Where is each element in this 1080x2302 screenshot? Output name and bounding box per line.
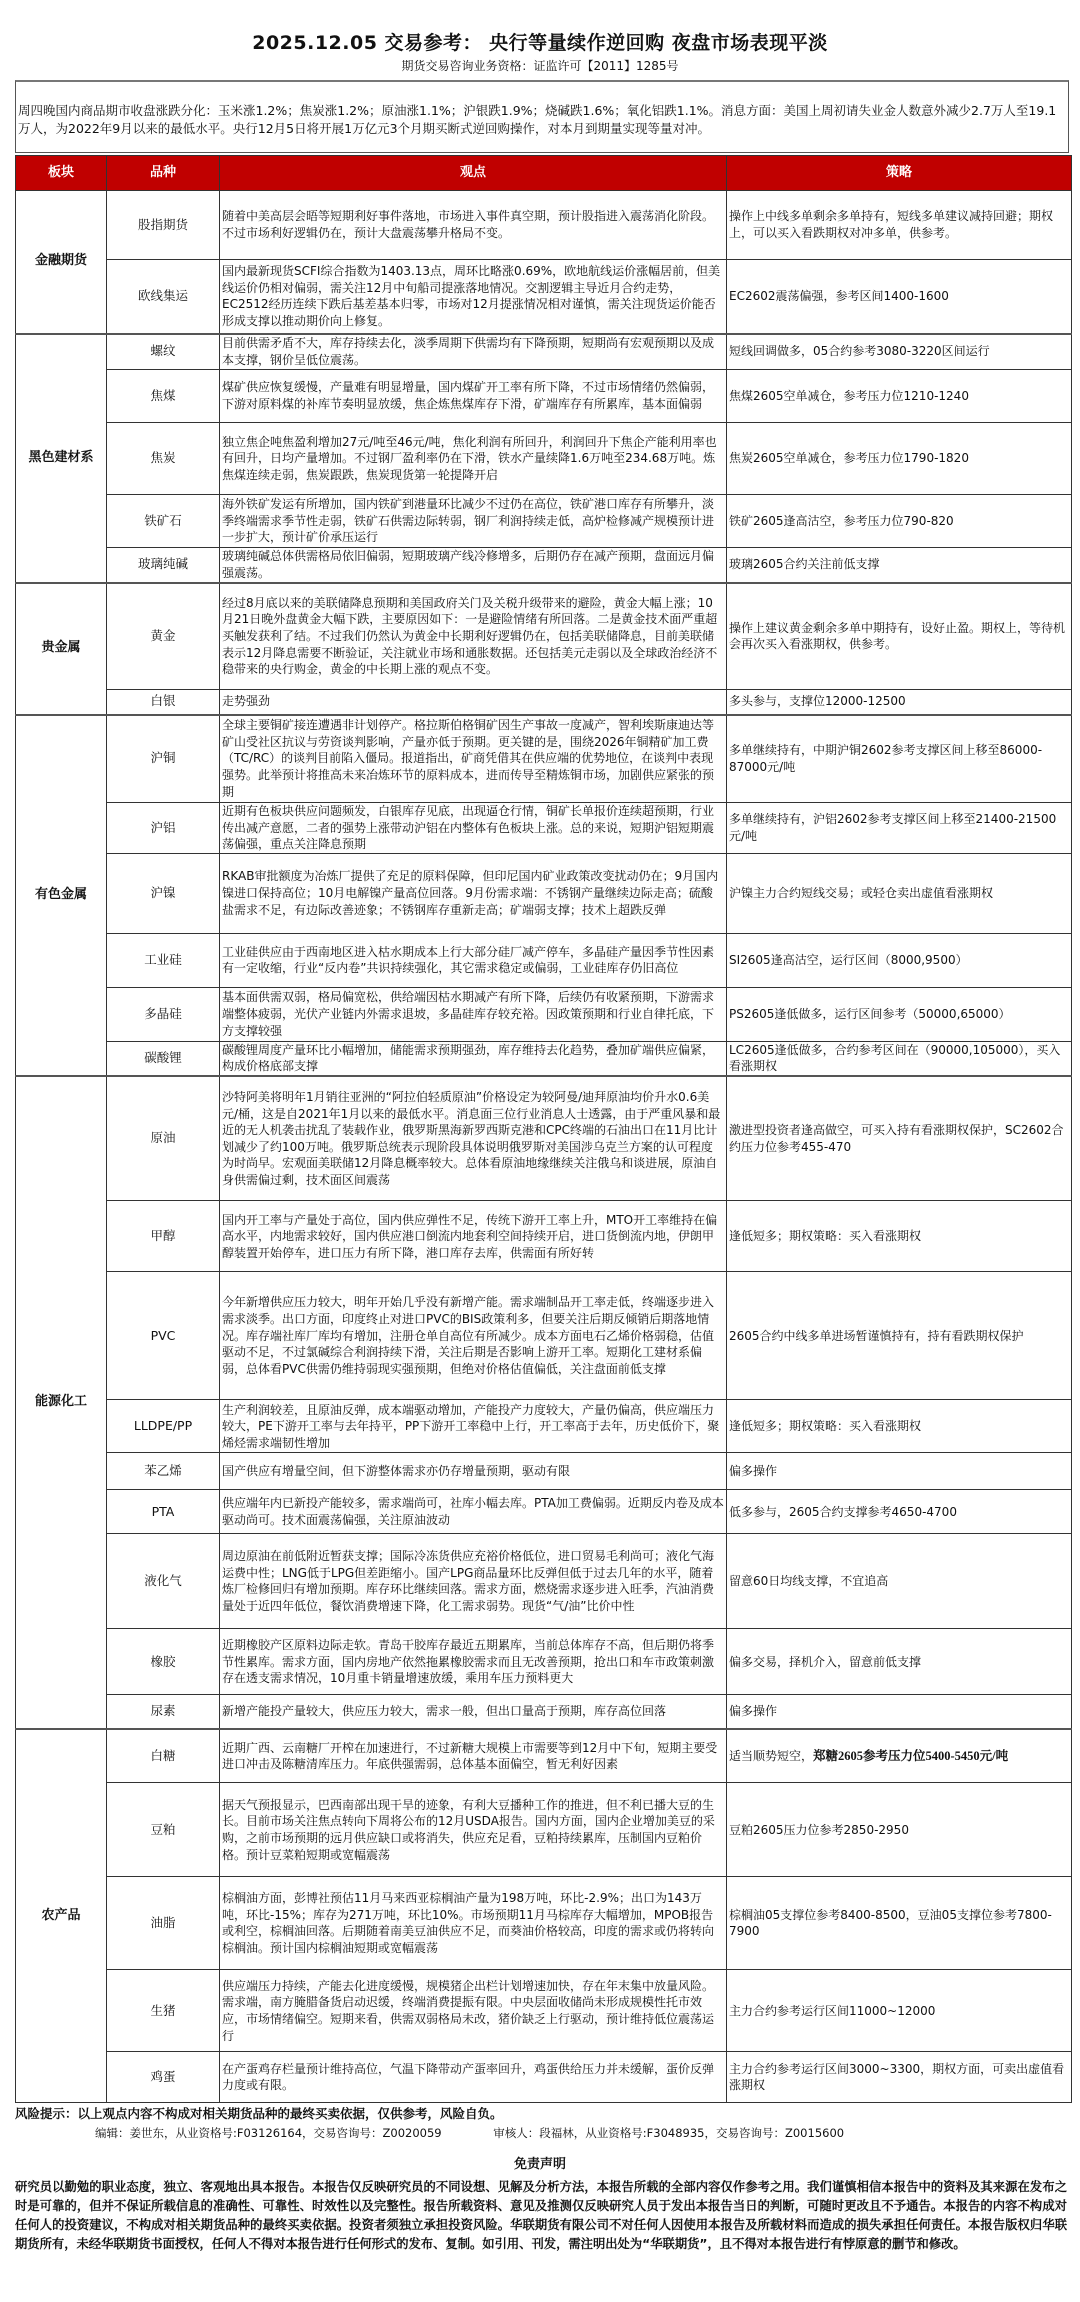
- strategy-text: 适当顺势短空，: [729, 1748, 814, 1763]
- strategy-cell: 玻璃2605合约关注前低支撑: [727, 548, 1072, 583]
- variety-cell: 白银: [107, 690, 220, 715]
- strategy-cell: 低多参与，2605合约支撑参考4650-4700: [727, 1490, 1072, 1534]
- strategy-cell: 焦炭2605空单减仓，参考压力位1790-1820: [727, 423, 1072, 495]
- disclaimer-text: 研究员以勤勉的职业态度，独立、客观地出具本报告。本报告仅反映研究员的不同设想、见解及分析方法，本报告所载的全部内容仅作参考之用。我们谨慎相信本报告中的资料及其来源在发布之时是可靠的，但并不保证所载信息的准确性、可靠性、时效性以及完整性。报告所载资料、意见及推测仅反映研究人员于发出本报告当日的判断，可随时更改且不予通告。本报告的内容不构成对任何人的投资建议，不构成对相关期货品种的最终买卖依据。投资者须独立承担投资风险。华联期货有限公司不对任何人因使用本报告及所载材料而造成的损失承担任何责任。本报告版权归华联期货所有，未经华联期货书面授权，任何人不得对本报告进行任何形式的发布、复制。如引用、刊发，需注明出处为“华联期货”，且不得对本报告进行有悖原意的删节和修改。: [15, 2180, 1067, 2251]
- strategy-cell: 操作上中线多单剩余多单持有，短线多单建议减持回避；期权上，可以买入看跌期权对冲多单，供参考。: [727, 191, 1072, 260]
- strategy-cell: 短线回调做多，05合约参考3080-3220区间运行: [727, 334, 1072, 370]
- strategy-cell: 豆粕2605压力位参考2850-2950: [727, 1783, 1072, 1877]
- table-row: [16, 1201, 1072, 1272]
- table-row: [16, 1076, 1072, 1201]
- strategy-cell: 主力合约参考运行区间3000~3300，期权方面，可卖出虚值看涨期权: [727, 2052, 1072, 2103]
- view-cell: 基本面供需双弱，格局偏宽松，供给端因枯水期减产有所下降，后续仍有收紧预期，下游需求端整体疲弱，光伏产业链内外需求退坡，多晶硅库存较充裕。因政策预期和行业自律托底，下方支撑较强: [220, 987, 727, 1041]
- strategy-price-text: 郑糖2605参考压力位5400-5450元/吨: [813, 1748, 1009, 1763]
- view-cell: 周边原油在前低附近暂获支撑；国际冷冻货供应充裕价格低位，进口贸易毛利尚可；液化气海运费中性；LNG低于LPG但差距缩小。国产LPG商品量环比反弹但低于过去几年的水平，随着炼厂检修回归有增加预期。库存环比继续回落。需求方面，燃烧需求逐步进入旺季，汽油消费量处于近四年低位，餐饮消费增速下降，化工需求弱势。现货“气/油”比价中性: [220, 1534, 727, 1629]
- table-row: [16, 1877, 1072, 1970]
- strategy-cell: 激进型投资者逢高做空，可买入持有看涨期权保护，SC2602合约压力位参考455-470: [727, 1076, 1072, 1201]
- strategy-cell: EC2602震荡偏强，参考区间1400-1600: [727, 260, 1072, 334]
- view-cell: 工业硅供应由于西南地区进入枯水期成本上行大部分硅厂减产停车，多晶硅产量因季节性因素有一定收缩，行业“反内卷”共识持续强化，其它需求稳定或偏弱，工业硅库存仍旧高位: [220, 933, 727, 987]
- variety-cell: 油脂: [107, 1877, 220, 1970]
- variety-cell: 白糖: [107, 1729, 220, 1783]
- table-row: [16, 370, 1072, 423]
- strategy-cell: 棕榈油05支撑位参考8400-8500，豆油05支撑位参考7800-7900: [727, 1877, 1072, 1970]
- table-row: [16, 1970, 1072, 2052]
- table-row: [16, 1272, 1072, 1400]
- table-row: [16, 583, 1072, 690]
- table-row: [16, 803, 1072, 854]
- strategy-cell: 逢低短多；期权策略：买入看涨期权: [727, 1400, 1072, 1453]
- view-cell: 新增产能投产量较大，供应压力较大，需求一般，但出口量高于预期，库存高位回落: [220, 1695, 727, 1729]
- column-header-view: 观点: [220, 156, 727, 191]
- strategy-cell: 铁矿2605逢高沽空，参考压力位790-820: [727, 495, 1072, 548]
- disclaimer-title: 免责声明: [513, 2157, 566, 2172]
- sector-cell: 有色金属: [16, 715, 107, 1076]
- view-cell: 走势强劲: [220, 690, 727, 715]
- editor-info: [95, 2125, 892, 2141]
- table-row: [16, 853, 1072, 933]
- table-row: [16, 1400, 1072, 1453]
- variety-cell: 焦炭: [107, 423, 220, 495]
- strategy-cell: 2605合约中线多单进场暂谨慎持有，持有看跌期权保护: [727, 1272, 1072, 1400]
- view-cell: 目前供需矛盾不大，库存持续去化，淡季周期下供需均有下降预期，短期尚有宏观预期以及成本支撑，钢价呈低位震荡。: [220, 334, 727, 370]
- variety-cell: 苯乙烯: [107, 1453, 220, 1490]
- table-row: [16, 1729, 1072, 1783]
- strategy-cell: 多头参与，支撑位12000-12500: [727, 690, 1072, 715]
- strategy-cell: 多单继续持有，中期沪铜2602参考支撑区间上移至86000-87000元/吨: [727, 715, 1072, 803]
- risk-warning: 风险提示：以上观点内容不构成对相关期货品种的最终买卖依据，仅供参考，风险自负。: [15, 2106, 503, 2121]
- strategy-cell: 偏多操作: [727, 1695, 1072, 1729]
- table-row: [16, 191, 1072, 260]
- view-cell: 随着中美高层会晤等短期利好事件落地，市场进入事件真空期，预计股指进入震荡消化阶段。不过市场利好逻辑仍在，预计大盘震荡攀升格局不变。: [220, 191, 727, 260]
- market-summary: 周四晚国内商品期市收盘涨跌分化：玉米涨1.2%；焦炭涨1.2%；原油涨1.1%；沪银跌1.9%；烧碱跌1.6%；氧化铝跌1.1%。消息方面：美国上周初请失业金人数意外减少2.7万人至19.1万人，为2022年9月以来的最低水平。央行12月5日将开展1万亿元3个月期买断式逆回购操作，对本月到期量实现等量对冲。: [15, 80, 1069, 153]
- table-row: [16, 2052, 1072, 2103]
- view-cell: 独立焦企吨焦盈利增加27元/吨至46元/吨，焦化利润有所回升，利润回升下焦企产能利用率也有回升，日均产量增加。不过钢厂盈利率仍在下滑，铁水产量续降1.6万吨至234.68万吨。炼焦煤连续走弱，焦炭跟跌，焦炭现货第一轮提降开启: [220, 423, 727, 495]
- view-cell: 海外铁矿发运有所增加，国内铁矿到港量环比减少不过仍在高位，铁矿港口库存有所攀升，淡季终端需求季节性走弱，铁矿石供需边际转弱，钢厂利润持续走低，高炉检修减产规模预计进一步扩大，预计矿价承压运行: [220, 495, 727, 548]
- table-row: [16, 1783, 1072, 1877]
- variety-cell: 工业硅: [107, 933, 220, 987]
- strategy-cell: LC2605逢低做多，合约参考区间在（90000,105000），买入看涨期权: [727, 1041, 1072, 1076]
- view-cell: 棕榈油方面，彭博社预估11月马来西亚棕榈油产量为198万吨，环比-2.9%；出口为143万吨，环比-15%；库存为271万吨，环比10%。市场预期11月马棕库存大幅增加，MPOB报告或利空，棕榈油回落。后期随着南美豆油供应不足，而葵油价格较高，印度的需求或仍将转向棕榈油。预计国内棕榈油短期或宽幅震荡: [220, 1877, 727, 1970]
- view-cell: 全球主要铜矿接连遭遇非计划停产。格拉斯伯格铜矿因生产事故一度减产，智利埃斯康迪达等矿山受社区抗议与劳资谈判影响，产量亦低于预期。更关键的是，围绕2026年铜精矿加工费（TC/RC）的谈判目前陷入僵局。报道指出，矿商凭借其在供应端的优势地位，在谈判中表现强势。此举预计将推高未来冶炼环节的原料成本，进而传导至精炼铜市场，加剧供应紧张的预期: [220, 715, 727, 803]
- strategy-cell: 留意60日均线支撑，不宜追高: [727, 1534, 1072, 1629]
- license-subtitle: 期货交易咨询业务资格：证监许可【2011】1285号: [401, 59, 679, 73]
- view-cell: 玻璃纯碱总体供需格局依旧偏弱，短期玻璃产线冷修增多，后期仍存在减产预期，盘面远月偏强震荡。: [220, 548, 727, 583]
- variety-cell: 液化气: [107, 1534, 220, 1629]
- view-cell: 近期橡胶产区原料边际走软。青岛干胶库存最近五期累库，当前总体库存不高，但后期仍将季节性累库。需求方面，国内房地产依然拖累橡胶需求而且无改善预期，抢出口和车市政策刺激存在透支需求情况，10月重卡销量增速放缓，乘用车压力预料更大: [220, 1629, 727, 1695]
- view-cell: 经过8月底以来的美联储降息预期和美国政府关门及关税升级带来的避险，黄金大幅上涨；10月21日晚外盘黄金大幅下跌，主要原因如下：一是避险情绪有所回落。二是黄金技术面严重超买触发获利了结。不过我们仍然认为黄金中长期利好逻辑仍在，包括美联储降息，目前美联储表示12月降息需要不断验证，关注就业市场和通胀数据。还包括美元走弱以及全球政治经济不稳带来的央行购金，黄金的中长期上涨的观点不变。: [220, 583, 727, 690]
- table-row: [16, 933, 1072, 987]
- view-cell: 供应端压力持续，产能去化进度缓慢，规模猪企出栏计划增速加快，存在年末集中放量风险。需求端，南方腌腊备货启动迟缓，终端消费提振有限。中央层面收储尚未形成规模性托市效应，市场情绪偏空。短期来看，供需双弱格局未改，猪价缺乏上行驱动，预计维持低位震荡运行: [220, 1970, 727, 2052]
- table-row: [16, 1041, 1072, 1076]
- strategy-cell: 多单继续持有，沪铝2602参考支撑区间上移至21400-21500元/吨: [727, 803, 1072, 854]
- table-row: [16, 1534, 1072, 1629]
- variety-cell: 沪镍: [107, 853, 220, 933]
- sector-cell: 能源化工: [16, 1076, 107, 1729]
- view-cell: 国产供应有增量空间，但下游整体需求亦仍存增量预期，驱动有限: [220, 1453, 727, 1490]
- table-row: [16, 690, 1072, 715]
- view-cell: 沙特阿美将明年1月销往亚洲的“阿拉伯轻质原油”价格设定为较阿曼/迪拜原油均价升水0.6美元/桶，这是自2021年1月以来的最低水平。消息面三位行业消息人士透露，由于严重风暴和最近的无人机袭击扰乱了装载作业，俄罗斯黑海新罗西斯克港和CPC终端的石油出口在11月比计划减少了约100万吨。俄罗斯总统表示现阶段具体说明俄罗斯对美国涉乌克兰方案的认可程度为时尚早。宏观面美联储12月降息概率较大。总体看原油地缘继续关注俄乌和谈进展，原油自身供需偏过剩，技术面区间震荡: [220, 1076, 727, 1201]
- table-body: [16, 191, 1072, 2103]
- view-cell: 近期有色板块供应问题频发，白银库存见底，出现逼仓行情，铜矿长单报价连续超预期，行业传出减产意愿，二者的强势上涨带动沪铝在内整体有色板块上涨。总的来说，短期沪铝短期震荡偏强，重点关注降息预期: [220, 803, 727, 854]
- view-cell: 国内最新现货SCFI综合指数为1403.13点，周环比略涨0.69%，欧地航线运价涨幅居前，但美线运价仍相对偏弱，需关注12月中旬船司提涨落地情况。交割逻辑主导近月合约走势，EC2512经历连续下跌后基差基本归零，市场对12月提涨情况相对谨慎，需关注现货运价能否形成支撑以推动期价向上修复。: [220, 260, 727, 334]
- sector-cell: 农产品: [16, 1729, 107, 2103]
- variety-cell: 橡胶: [107, 1629, 220, 1695]
- table-row: [16, 423, 1072, 495]
- variety-cell: 豆粕: [107, 1783, 220, 1877]
- view-cell: 供应端年内已新投产能较多，需求端尚可，社库小幅去库。PTA加工费偏弱。近期反内卷及成本驱动尚可。技术面震荡偏强，关注原油波动: [220, 1490, 727, 1534]
- table-row: [16, 260, 1072, 334]
- strategy-cell: 焦煤2605空单减仓，参考压力位1210-1240: [727, 370, 1072, 423]
- table-row: [16, 1629, 1072, 1695]
- view-cell: 今年新增供应压力较大，明年开始几乎没有新增产能。需求端制品开工率走低，终端逐步进入需求淡季。出口方面，印度终止对进口PVC的BIS政策利多，但要关注后期反倾销后期落地情况。库存端社库厂库均有增加，注册仓单自高位有所减少。成本方面电石乙烯价格弱稳，估值驱动不足，不过氯碱综合利润持续下滑，关注后期是否影响上游开工率。短期化工建材系偏弱，总体看PVC供需仍维持弱现实强预期，但绝对价格估值偏低，关注盘面前低支撑: [220, 1272, 727, 1400]
- view-cell: 国内开工率与产量处于高位，国内供应弹性不足，传统下游开工率上升，MTO开工率维持在偏高水平，内地需求较好，国内供应港口倒流内地套利空间持续开启，进口货倒流内地，伊朗甲醇装置开始停车，进口压力有所下降，港口库存去库，供需面有所好转: [220, 1201, 727, 1272]
- view-cell: 近期广西、云南糖厂开榨在加速进行，不过新糖大规模上市需要等到12月中下旬，短期主要受进口冲击及陈糖清库压力。年底供强需弱，总体基本面偏空，暂无利好因素: [220, 1729, 727, 1783]
- variety-cell: 生猪: [107, 1970, 220, 2052]
- column-header-sector: 板块: [16, 156, 107, 191]
- table-row: [16, 987, 1072, 1041]
- strategy-cell: 主力合约参考运行区间11000~12000: [727, 1970, 1072, 2052]
- variety-cell: 股指期货: [107, 191, 220, 260]
- table-row: [16, 334, 1072, 370]
- reviewer-name: 审核人：段福林，从业资格号:F3048935，交易咨询号：Z0015600: [493, 2126, 845, 2140]
- table-row: [16, 1695, 1072, 1729]
- page-title: 2025.12.05 交易参考： 央行等量续作逆回购 夜盘市场表现平淡: [252, 32, 828, 54]
- variety-cell: 玻璃纯碱: [107, 548, 220, 583]
- strategy-cell: [727, 1729, 1072, 1783]
- strategy-cell: SI2605逢高沽空，运行区间（8000,9500）: [727, 933, 1072, 987]
- variety-cell: 尿素: [107, 1695, 220, 1729]
- variety-cell: LLDPE/PP: [107, 1400, 220, 1453]
- table-row: [16, 1453, 1072, 1490]
- editor-name: 编辑：姜世东，从业资格号:F03126164，交易咨询号：Z0020059: [95, 2126, 442, 2140]
- variety-cell: PTA: [107, 1490, 220, 1534]
- sector-cell: 黑色建材系: [16, 334, 107, 583]
- view-cell: RKAB审批额度为冶炼厂提供了充足的原料保障，但印尼国内矿业政策改变扰动仍在；9月国内镍进口保持高位；10月电解镍产量高位回落。9月份需求端：不锈钢产量继续边际走高；硫酸盐需求不足，有边际改善迹象；不锈钢库存重新走高；矿端弱支撑；技术上超跌反弹: [220, 853, 727, 933]
- table-row: [16, 495, 1072, 548]
- view-cell: 据天气预报显示，巴西南部出现干旱的迹象，有利大豆播种工作的推进，但不利已播大豆的生长。目前市场关注焦点转向下周将公布的12月USDA报告。国内方面，国内企业增加美豆的采购，之前市场预期的远月供应缺口或将消失，供应充足看，豆粕持续累库，压制国内豆粕价格。预计豆菜粕短期或宽幅震荡: [220, 1783, 727, 1877]
- column-header-variety: 品种: [107, 156, 220, 191]
- strategy-cell: 沪镍主力合约短线交易；或轻仓卖出虚值看涨期权: [727, 853, 1072, 933]
- variety-cell: 碳酸锂: [107, 1041, 220, 1076]
- view-cell: 生产利润较差，且原油反弹，成本端驱动增加，产能投产力度较大，产量仍偏高，供应端压力较大，PE下游开工率与去年持平，PP下游开工率稳中上行，开工率高于去年，历史低价下，聚烯烃需求端韧性增加: [220, 1400, 727, 1453]
- strategy-cell: PS2605逢低做多，运行区间参考（50000,65000）: [727, 987, 1072, 1041]
- variety-cell: 沪铜: [107, 715, 220, 803]
- table-row: [16, 548, 1072, 583]
- view-cell: 在产蛋鸡存栏量预计维持高位，气温下降带动产蛋率回升，鸡蛋供给压力并未缓解，蛋价反弹力度或有限。: [220, 2052, 727, 2103]
- variety-cell: 铁矿石: [107, 495, 220, 548]
- variety-cell: 螺纹: [107, 334, 220, 370]
- variety-cell: 甲醇: [107, 1201, 220, 1272]
- variety-cell: 多晶硅: [107, 987, 220, 1041]
- table-header-row: [16, 156, 1072, 191]
- variety-cell: 焦煤: [107, 370, 220, 423]
- view-cell: 煤矿供应恢复缓慢，产量难有明显增量，国内煤矿开工率有所下降，不过市场情绪仍然偏弱，下游对原料煤的补库节奏明显放缓，焦企炼焦煤库存下滑，矿端库存有所累库，基本面偏弱: [220, 370, 727, 423]
- trading-reference-table: [15, 155, 1072, 2103]
- view-cell: 碳酸锂周度产量环比小幅增加，储能需求预期强劲，库存维持去化趋势，叠加矿端供应偏紧，构成价格底部支撑: [220, 1041, 727, 1076]
- column-header-strategy: 策略: [727, 156, 1072, 191]
- variety-cell: 鸡蛋: [107, 2052, 220, 2103]
- variety-cell: 沪铝: [107, 803, 220, 854]
- strategy-cell: 操作上建议黄金剩余多单中期持有，设好止盈。期权上，等待机会再次买入看涨期权，供参考。: [727, 583, 1072, 690]
- strategy-cell: 偏多交易，择机介入，留意前低支撑: [727, 1629, 1072, 1695]
- strategy-cell: 逢低短多；期权策略：买入看涨期权: [727, 1201, 1072, 1272]
- strategy-cell: 偏多操作: [727, 1453, 1072, 1490]
- variety-cell: PVC: [107, 1272, 220, 1400]
- sector-cell: 金融期货: [16, 191, 107, 334]
- variety-cell: 原油: [107, 1076, 220, 1201]
- table-row: [16, 1490, 1072, 1534]
- table-row: [16, 715, 1072, 803]
- variety-cell: 黄金: [107, 583, 220, 690]
- variety-cell: 欧线集运: [107, 260, 220, 334]
- sector-cell: 贵金属: [16, 583, 107, 715]
